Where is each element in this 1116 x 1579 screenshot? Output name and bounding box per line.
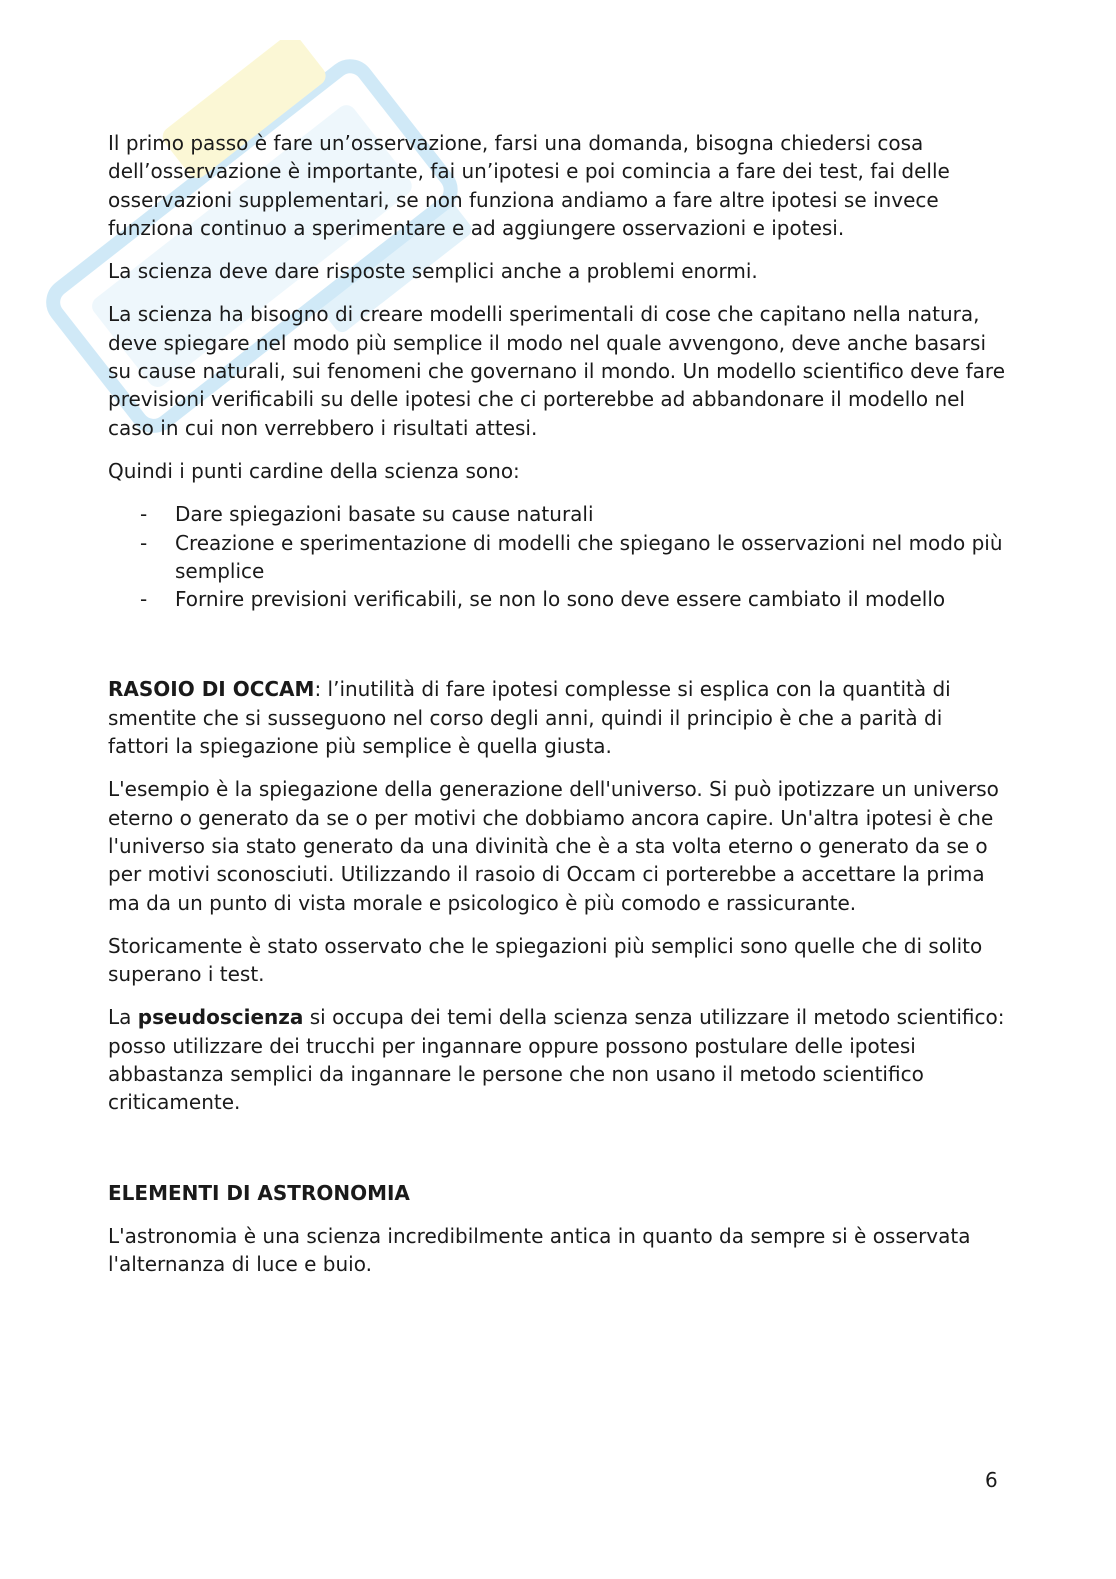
paragraph-occam-razor [108, 675, 1008, 760]
pseudoscience-term: pseudoscienza [137, 1005, 304, 1030]
list-item-text: Creazione e sperimentazione di modelli che spiegano le osservazioni nel modo più semplice [175, 530, 1003, 583]
key-points-list [108, 500, 1008, 613]
page-number: 6 [985, 1468, 998, 1492]
bullet-dash: - [140, 530, 148, 555]
pseudoscience-definition: si occupa dei temi della scienza senza utilizzare il metodo scientifico: posso utilizzare dei trucchi per ingannare oppure possono postulare delle ipotesi abbastanza semplici da ingannare le persone che non usano il metodo scientifico criticamente. [108, 1005, 1005, 1115]
paragraph-experimental-models: La scienza ha bisogno di creare modelli sperimentali di cose che capitano nella natura, deve spiegare nel modo più semplice il modo nel quale avvengono, deve anche basarsi su cause naturali, sui fenomeni che governano il mondo. Un modello scientifico deve fare previsioni verificabili su delle ipotesi che ci porterebbe ad abbandonare il modello nel caso in cui non verrebbero i risultati attesi. [108, 302, 1006, 440]
paragraph-method-steps: Il primo passo è fare un’osservazione, farsi una domanda, bisogna chiedersi cosa dell’osservazione è importante, fai un’ipotesi e poi comincia a fare dei test, fai delle osservazioni supplementari, se non funziona andiamo a fare altre ipotesi se invece funziona continuo a sperimentare e ad aggiungere osservazioni e ipotesi. [108, 131, 950, 240]
occam-definition: : l’inutilità di fare ipotesi complesse si esplica con la quantità di smentite che si susseguono nel corso degli anni, quindi il principio è che a parità di fattori la spiegazione più semplice è quella giusta. [108, 677, 951, 759]
paragraph-astronomy-intro: L'astronomia è una scienza incredibilmente antica in quanto da sempre si è osservata l'alternanza di luce e buio. [108, 1223, 971, 1277]
list-item-text: Dare spiegazioni basate su cause naturali [175, 502, 594, 527]
list-item [108, 500, 1008, 528]
paragraph-universe-example: L'esempio è la spiegazione della generazione dell'universo. Si può ipotizzare un universo eterno o generato da se o per motivi che dobbiamo ancora capire. Un'altra ipotesi è che l'universo sia stato generato da una divinità che è a sta volta eterno o generato da se o per motivi sconosciuti. Utilizzando il rasoio di Occam ci porterebbe a accettare la prima ma da un punto di vista morale e psicologico è più comodo e rassicurante. [108, 777, 999, 915]
paragraph-key-points-intro: Quindi i punti cardine della scienza sono: [108, 458, 520, 483]
bullet-dash: - [140, 587, 148, 612]
bullet-dash: - [140, 502, 148, 527]
occam-term: RASOIO DI OCCAM [108, 677, 315, 702]
pseudo-prefix: La [108, 1005, 138, 1030]
heading-astronomia: ELEMENTI DI ASTRONOMIA [108, 1180, 410, 1205]
page-content [108, 129, 1008, 1294]
list-item [108, 529, 1008, 586]
list-item [108, 585, 1008, 613]
list-item-text: Fornire previsioni verificabili, se non lo sono deve essere cambiato il modello [175, 587, 946, 612]
paragraph-pseudoscience [108, 1003, 1008, 1116]
paragraph-simple-answers: La scienza deve dare risposte semplici anche a problemi enormi. [108, 259, 758, 284]
paragraph-historical-note: Storicamente è stato osservato che le spiegazioni più semplici sono quelle che di solito superano i test. [108, 933, 983, 987]
